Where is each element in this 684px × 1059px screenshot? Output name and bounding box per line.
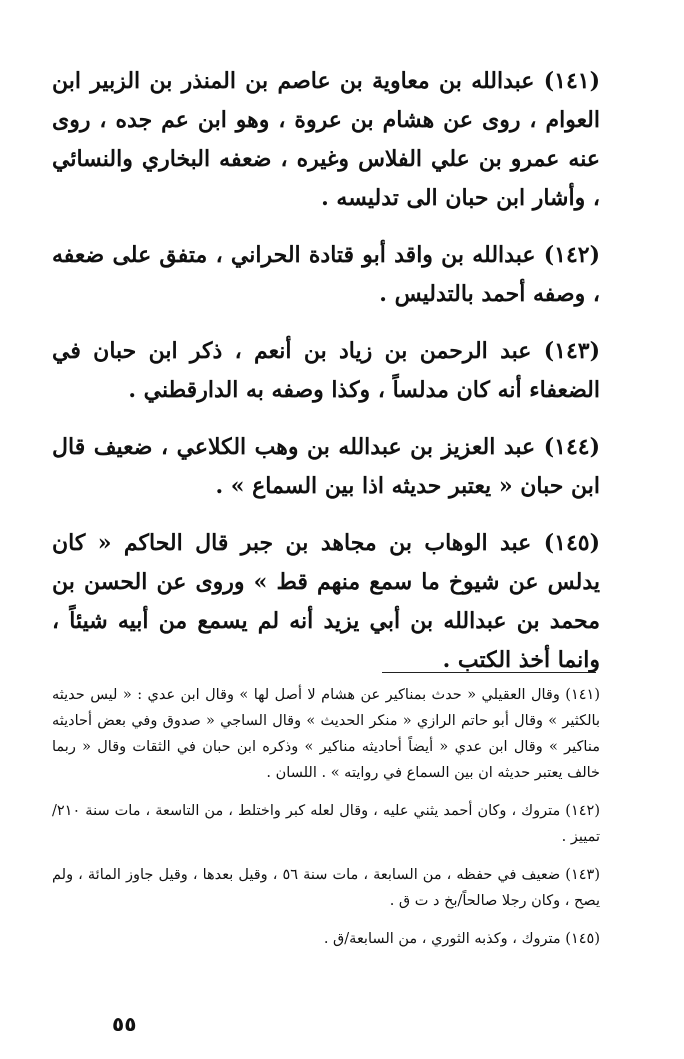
footnote-145: (١٤٥) متروك ، وكذبه الثوري ، من السابعة/ق .: [323, 931, 600, 947]
footnote-separator: [382, 672, 596, 673]
footnote-142: (١٤٢) متروك ، وكان أحمد يثني عليه ، وقال لعله كبر واختلط ، من التاسعة ، مات سنة ٢١٠/تمييز .: [52, 803, 600, 845]
entry-142: (١٤٢) عبدالله بن واقد أبو قتادة الحراني ، متفق على ضعفه ، وصفه أحمد بالتدليس .: [52, 242, 600, 307]
entry-144: (١٤٤) عبد العزيز بن عبدالله بن وهب الكلاعي ، ضعيف قال ابن حبان « يعتبر حديثه اذا بين السماع » .: [52, 434, 600, 499]
entry-141: (١٤١) عبدالله بن معاوية بن عاصم بن المنذر بن الزبير ابن العوام ، روى عن هشام بن عروة ، وهو ابن عم جده ، روى عنه عمرو بن علي الفلاس وغيره ، ضعفه البخاري والنسائي ، وأشار ابن حبان الى تدليسه .: [52, 68, 600, 211]
footnote-143: (١٤٣) ضعيف في حفظه ، من السابعة ، مات سنة ٥٦ ، وقيل بعدها ، وقيل جاوز المائة ، ولم يصح ، وكان رجلا صالحاً/بخ د ت ق .: [52, 867, 600, 909]
entry-143: (١٤٣) عبد الرحمن بن زياد بن أنعم ، ذكر ابن حبان في الضعفاء أنه كان مدلساً ، وكذا وصفه به الدارقطني .: [52, 338, 600, 403]
footnote-141: (١٤١) وقال العقيلي « حدث بمناكير عن هشام لا أصل لها » وقال ابن عدي : « ليس حديثه بالكثير » وقال أبو حاتم الرازي « منكر الحديث » وقال الساجي « صدوق وفي بعض أحاديثه مناكير » وقال ابن عدي « أيضاً أحاديثه مناكير » وذكره ابن حبان في الثقات وقال « ربما خالف يعتبر حديثه ان بين السماع في روايته » . اللسان .: [52, 687, 600, 781]
entry-145: (١٤٥) عبد الوهاب بن مجاهد بن جبر قال الحاكم « كان يدلس عن شيوخ ما سمع منهم قط » وروى عن الحسن بن محمد بن عبدالله بن أبي يزيد أنه لم يسمع من أبيه شيئاً ، وانما أخذ الكتب .: [52, 530, 600, 673]
main-text: [52, 62, 600, 698]
footnotes: [52, 682, 600, 964]
page-number: ٥٥: [112, 1012, 137, 1036]
